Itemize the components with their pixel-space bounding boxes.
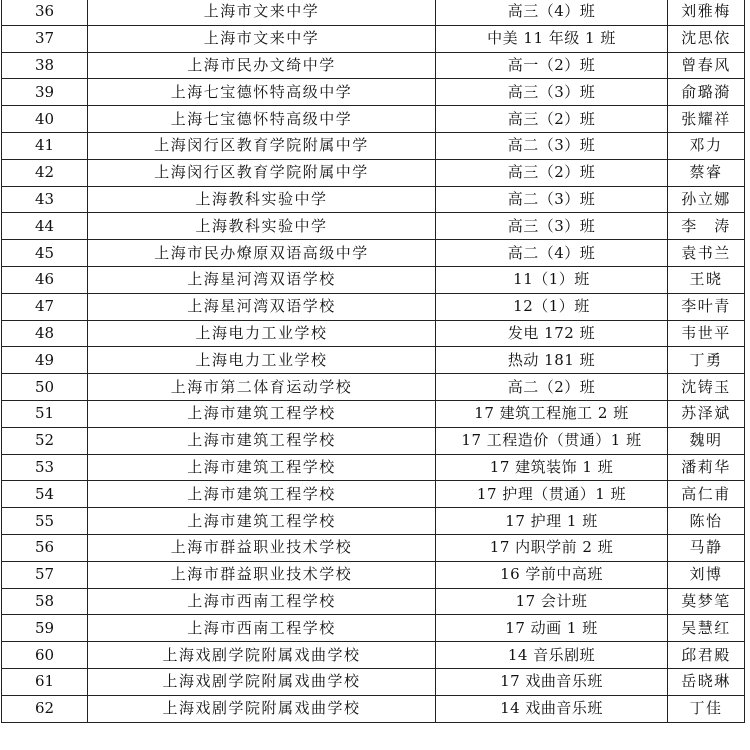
student-name: 丁佳 — [668, 695, 745, 722]
school-name: 上海戏剧学院附属戏曲学校 — [88, 695, 436, 722]
student-name: 韦世平 — [668, 320, 745, 347]
school-name: 上海市第二体育运动学校 — [88, 374, 436, 401]
class-name: 16 学前中高班 — [436, 561, 668, 588]
class-name: 11（1）班 — [436, 266, 668, 293]
student-name: 邓力 — [668, 132, 745, 159]
roster-table — [1, 0, 745, 723]
class-name: 热动 181 班 — [436, 347, 668, 374]
row-number: 62 — [2, 695, 88, 722]
row-number: 37 — [2, 25, 88, 52]
student-name: 吴慧红 — [668, 615, 745, 642]
table-row — [2, 293, 745, 320]
table-row — [2, 615, 745, 642]
school-name: 上海电力工业学校 — [88, 320, 436, 347]
student-name: 袁书兰 — [668, 240, 745, 267]
student-name: 张耀祥 — [668, 106, 745, 133]
row-number: 48 — [2, 320, 88, 347]
table-row — [2, 240, 745, 267]
table-row — [2, 534, 745, 561]
class-name: 17 护理 1 班 — [436, 508, 668, 535]
roster-table-body — [2, 0, 745, 722]
row-number: 41 — [2, 132, 88, 159]
student-name: 曾春风 — [668, 52, 745, 79]
table-row — [2, 347, 745, 374]
school-name: 上海市西南工程学校 — [88, 615, 436, 642]
school-name: 上海市建筑工程学校 — [88, 454, 436, 481]
row-number: 44 — [2, 213, 88, 240]
student-name: 沈铸玉 — [668, 374, 745, 401]
school-name: 上海教科实验中学 — [88, 213, 436, 240]
class-name: 17 会计班 — [436, 588, 668, 615]
table-row — [2, 400, 745, 427]
class-name: 高二（3）班 — [436, 186, 668, 213]
school-name: 上海市建筑工程学校 — [88, 427, 436, 454]
school-name: 上海市文来中学 — [88, 0, 436, 25]
school-name: 上海市建筑工程学校 — [88, 508, 436, 535]
class-name: 17 建筑工程施工 2 班 — [436, 400, 668, 427]
row-number: 38 — [2, 52, 88, 79]
student-name: 岳晓琳 — [668, 668, 745, 695]
student-name: 苏泽斌 — [668, 400, 745, 427]
row-number: 56 — [2, 534, 88, 561]
table-row — [2, 159, 745, 186]
student-name: 陈怡 — [668, 508, 745, 535]
student-name: 刘雅梅 — [668, 0, 745, 25]
class-name: 高二（4）班 — [436, 240, 668, 267]
row-number: 60 — [2, 642, 88, 669]
table-row — [2, 320, 745, 347]
row-number: 55 — [2, 508, 88, 535]
class-name: 高二（3）班 — [436, 132, 668, 159]
table-row — [2, 213, 745, 240]
table-row — [2, 695, 745, 722]
student-name: 高仁甫 — [668, 481, 745, 508]
school-name: 上海教科实验中学 — [88, 186, 436, 213]
class-name: 高三（2）班 — [436, 159, 668, 186]
class-name: 14 音乐剧班 — [436, 642, 668, 669]
student-name: 魏明 — [668, 427, 745, 454]
class-name: 17 建筑装饰 1 班 — [436, 454, 668, 481]
class-name: 高三（3）班 — [436, 79, 668, 106]
school-name: 上海市文来中学 — [88, 25, 436, 52]
school-name: 上海星河湾双语学校 — [88, 266, 436, 293]
school-name: 上海市建筑工程学校 — [88, 400, 436, 427]
row-number: 59 — [2, 615, 88, 642]
student-name: 李叶青 — [668, 293, 745, 320]
class-name: 17 护理（贯通）1 班 — [436, 481, 668, 508]
student-name: 莫梦笔 — [668, 588, 745, 615]
class-name: 高三（3）班 — [436, 213, 668, 240]
school-name: 上海市群益职业技术学校 — [88, 534, 436, 561]
student-name: 潘莉华 — [668, 454, 745, 481]
class-name: 发电 172 班 — [436, 320, 668, 347]
row-number: 49 — [2, 347, 88, 374]
row-number: 50 — [2, 374, 88, 401]
school-name: 上海市群益职业技术学校 — [88, 561, 436, 588]
school-name: 上海七宝德怀特高级中学 — [88, 79, 436, 106]
table-row — [2, 642, 745, 669]
class-name: 高二（2）班 — [436, 374, 668, 401]
student-name: 丁勇 — [668, 347, 745, 374]
class-name: 17 内职学前 2 班 — [436, 534, 668, 561]
school-name: 上海电力工业学校 — [88, 347, 436, 374]
student-name: 俞璐漪 — [668, 79, 745, 106]
student-name: 蔡睿 — [668, 159, 745, 186]
row-number: 46 — [2, 266, 88, 293]
class-name: 中美 11 年级 1 班 — [436, 25, 668, 52]
table-row — [2, 106, 745, 133]
row-number: 47 — [2, 293, 88, 320]
class-name: 高三（2）班 — [436, 106, 668, 133]
school-name: 上海戏剧学院附属戏曲学校 — [88, 668, 436, 695]
table-row — [2, 52, 745, 79]
row-number: 45 — [2, 240, 88, 267]
student-name: 刘博 — [668, 561, 745, 588]
row-number: 39 — [2, 79, 88, 106]
row-number: 43 — [2, 186, 88, 213]
table-row — [2, 588, 745, 615]
row-number: 36 — [2, 0, 88, 25]
row-number: 42 — [2, 159, 88, 186]
class-name: 17 工程造价（贯通）1 班 — [436, 427, 668, 454]
table-row — [2, 374, 745, 401]
class-name: 14 戏曲音乐班 — [436, 695, 668, 722]
table-row — [2, 481, 745, 508]
row-number: 54 — [2, 481, 88, 508]
table-row — [2, 266, 745, 293]
row-number: 57 — [2, 561, 88, 588]
student-name: 李 涛 — [668, 213, 745, 240]
student-name: 马静 — [668, 534, 745, 561]
table-row — [2, 508, 745, 535]
table-row — [2, 561, 745, 588]
table-row — [2, 427, 745, 454]
school-name: 上海市民办文绮中学 — [88, 52, 436, 79]
class-name: 高一（2）班 — [436, 52, 668, 79]
class-name: 17 戏曲音乐班 — [436, 668, 668, 695]
school-name: 上海星河湾双语学校 — [88, 293, 436, 320]
school-name: 上海市建筑工程学校 — [88, 481, 436, 508]
row-number: 61 — [2, 668, 88, 695]
class-name: 高三（4）班 — [436, 0, 668, 25]
table-row — [2, 186, 745, 213]
table-row — [2, 79, 745, 106]
school-name: 上海闵行区教育学院附属中学 — [88, 159, 436, 186]
class-name: 17 动画 1 班 — [436, 615, 668, 642]
row-number: 52 — [2, 427, 88, 454]
row-number: 40 — [2, 106, 88, 133]
table-row — [2, 0, 745, 25]
row-number: 58 — [2, 588, 88, 615]
class-name: 12（1）班 — [436, 293, 668, 320]
student-name: 沈思依 — [668, 25, 745, 52]
student-name: 邱君殿 — [668, 642, 745, 669]
table-row — [2, 454, 745, 481]
school-name: 上海市民办燎原双语高级中学 — [88, 240, 436, 267]
table-row — [2, 668, 745, 695]
school-name: 上海闵行区教育学院附属中学 — [88, 132, 436, 159]
student-name: 孙立娜 — [668, 186, 745, 213]
table-row — [2, 25, 745, 52]
row-number: 51 — [2, 400, 88, 427]
student-name: 王晓 — [668, 266, 745, 293]
school-name: 上海市西南工程学校 — [88, 588, 436, 615]
row-number: 53 — [2, 454, 88, 481]
table-row — [2, 132, 745, 159]
school-name: 上海戏剧学院附属戏曲学校 — [88, 642, 436, 669]
school-name: 上海七宝德怀特高级中学 — [88, 106, 436, 133]
